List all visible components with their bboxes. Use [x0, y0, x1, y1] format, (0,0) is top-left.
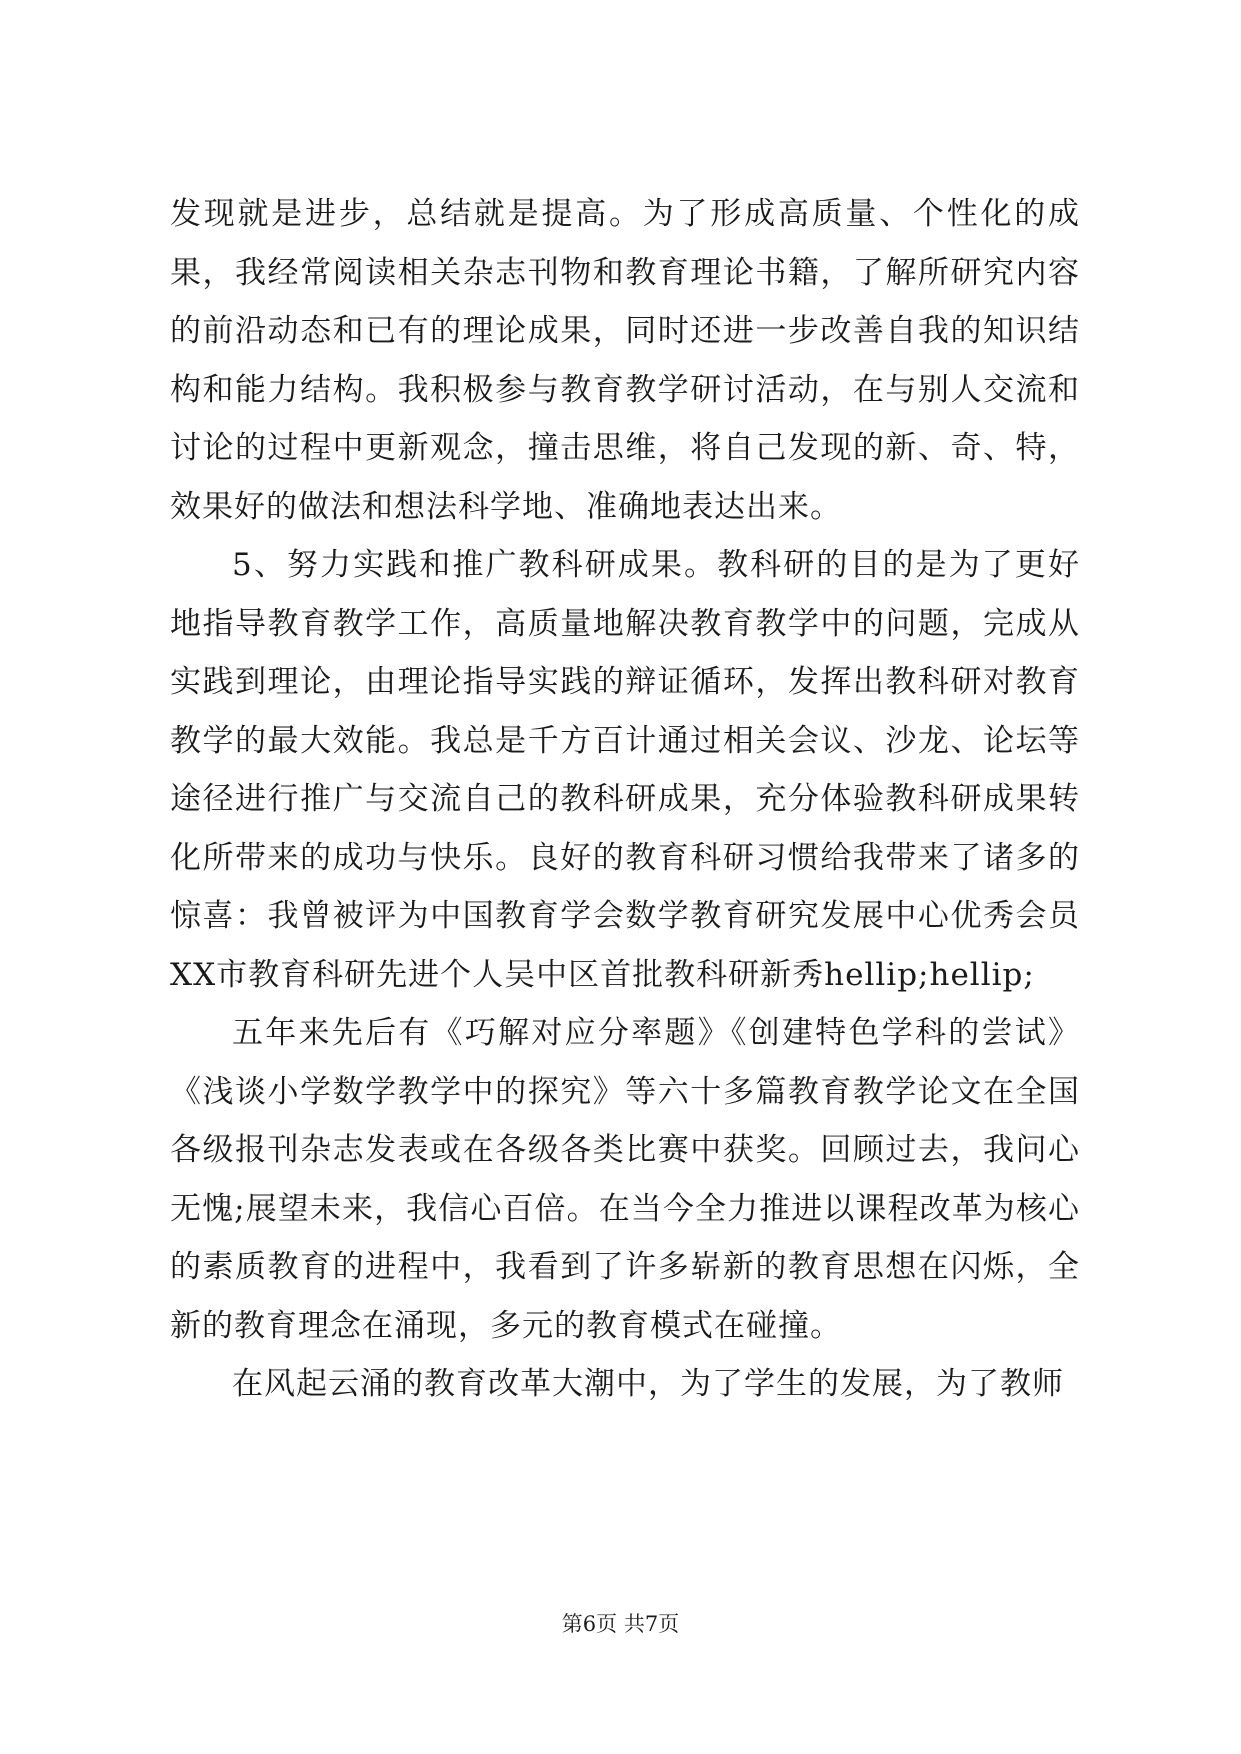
paragraph-item-5: 5、努力实践和推广教科研成果。教科研的目的是为了更好地指导教育教学工作，高质量地解决教育教学中的问题，完成从实践到理论，由理论指导实践的辩证循环，发挥出教科研对教育教学的最大效能。我总是千方百计通过相关会议、沙龙、论坛等途径进行推广与交流自己的教科研成果，充分体验教科研成果转化所带来的成功与快乐。良好的教育科研习惯给我带来了诸多的惊喜：我曾被评为中国教育学会数学教育研究发展中心优秀会员XX市教育科研先进个人吴中区首批教科研新秀hellip;hellip;	[170, 547, 1080, 993]
page-footer: 第6页 共7页	[561, 1612, 680, 1636]
paragraph-findings: 发现就是进步，总结就是提高。为了形成高质量、个性化的成果，我经常阅读相关杂志刊物和教育理论书籍，了解所研究内容的前沿动态和已有的理论成果，同时还进一步改善自我的知识结构和能力结构。我积极参与教育教学研讨活动，在与别人交流和讨论的过程中更新观念，撞击思维，将自己发现的新、奇、特，效果好的做法和想法科学地、准确地表达出来。	[170, 196, 1080, 525]
document-body	[170, 185, 1080, 1414]
paragraph-five-years: 五年来先后有《巧解对应分率题》《创建特色学科的尝试》《浅谈小学数学教学中的探究》等六十多篇教育教学论文在全国各级报刊杂志发表或在各级各类比赛中获奖。回顾过去，我问心无愧;展望未来，我信心百倍。在当今全力推进以课程改革为核心的素质教育的进程中，我看到了许多崭新的教育思想在闪烁，全新的教育理念在涌现，多元的教育模式在碰撞。	[170, 1015, 1080, 1344]
paragraph-reform-tide: 在风起云涌的教育改革大潮中，为了学生的发展，为了教师	[232, 1366, 1064, 1402]
